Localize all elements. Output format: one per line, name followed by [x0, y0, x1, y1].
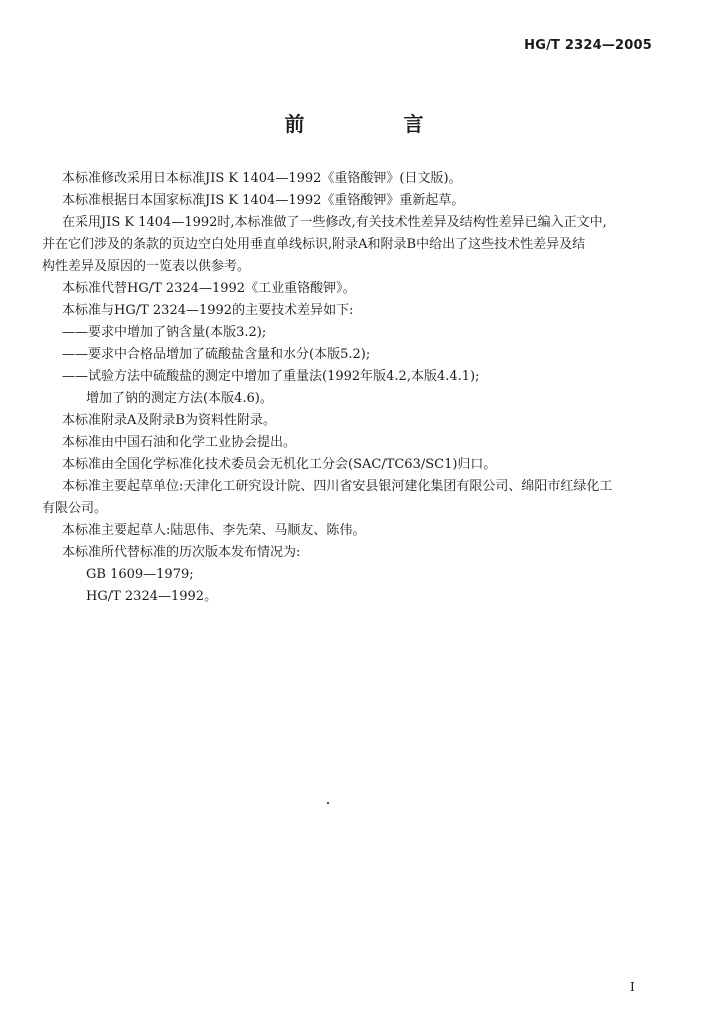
paragraph-drafting-units: 本标准主要起草单位:天津化工研究设计院、四川省安县银河建化集团有限公司、绵阳市红绿化工 — [62, 479, 613, 494]
list-item-difference-3: ——试验方法中硫酸盐的测定中增加了重量法(1992年版4.2,本版4.4.1); — [62, 369, 480, 384]
paragraph-modifications-cont-2: 构性差异及原因的一览表以供参考。 — [42, 259, 251, 274]
list-item-history-2: HG/T 2324—1992。 — [86, 589, 218, 604]
document-code: HG/T 2324—2005 — [524, 38, 652, 53]
paragraph-modifications-cont-1: 并在它们涉及的条款的页边空白处用垂直单线标识,附录A和附录B中给出了这些技术性差异及结 — [42, 237, 586, 252]
paragraph-adoption: 本标准修改采用日本标准JIS K 1404—1992《重铬酸钾》(日文版)。 — [62, 171, 462, 186]
paragraph-replaces: 本标准代替HG/T 2324—1992《工业重铬酸钾》。 — [62, 281, 356, 296]
paragraph-modifications: 在采用JIS K 1404—1992时,本标准做了一些修改,有关技术性差异及结构性差异已编入正文中, — [62, 215, 607, 230]
paragraph-drafting-units-cont: 有限公司。 — [42, 501, 108, 516]
paragraph-annexes: 本标准附录A及附录B为资料性附录。 — [62, 413, 276, 428]
speck-mark — [327, 802, 329, 804]
list-item-difference-2: ——要求中合格品增加了硫酸盐含量和水分(本版5.2); — [62, 347, 371, 362]
paragraph-history-intro: 本标准所代替标准的历次版本发布情况为: — [62, 545, 301, 560]
preface-body — [42, 168, 657, 608]
paragraph-drafting-basis: 本标准根据日本国家标准JIS K 1404—1992《重铬酸钾》重新起草。 — [62, 193, 465, 208]
paragraph-proposer: 本标准由中国石油和化学工业协会提出。 — [62, 435, 297, 450]
list-item-difference-3-cont: 增加了钠的测定方法(本版4.6)。 — [86, 391, 273, 406]
paragraph-committee: 本标准由全国化学标准化技术委员会无机化工分会(SAC/TC63/SC1)归口。 — [62, 457, 497, 472]
page-number: I — [630, 980, 635, 994]
list-item-history-1: GB 1609—1979; — [86, 567, 194, 582]
page-title: 前 言 — [284, 112, 470, 136]
paragraph-drafters: 本标准主要起草人:陆思伟、李先荣、马顺友、陈伟。 — [62, 523, 366, 538]
list-item-difference-1: ——要求中增加了钠含量(本版3.2); — [62, 325, 267, 340]
paragraph-differences-intro: 本标准与HG/T 2324—1992的主要技术差异如下: — [62, 303, 354, 318]
